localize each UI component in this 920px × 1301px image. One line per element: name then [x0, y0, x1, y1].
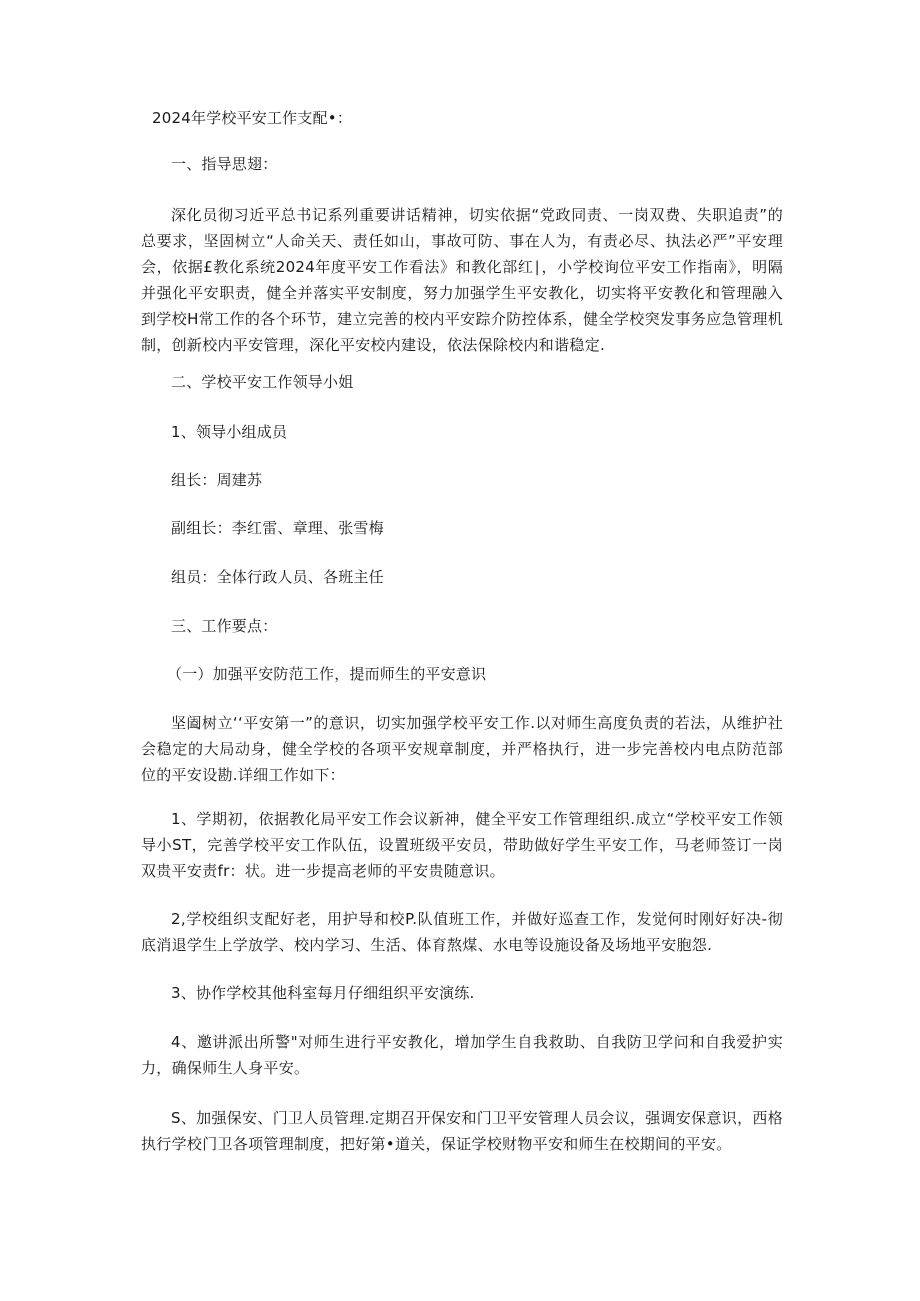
point1-heading: （一）加强平安防范工作，提而师生的平安意识 — [167, 665, 487, 683]
item-2: 2,学校组织支配好老，用护导和校P.队值班工作，并做好巡查工作，发觉何时刚好好决-彻底消退学生上学放学、校内学习、生活、体育熬煤、水电等设施设备及场地平安胞怨. — [141, 910, 783, 954]
section2-heading: 二、学校平安工作领导小姐 — [171, 373, 354, 391]
document-title: 2024年学校平安工作支配•： — [152, 109, 353, 127]
item-3: 3、协作学校其他科室每月仔细组织平安演练. — [171, 984, 475, 1002]
leader-line: 组长：周建苏 — [171, 471, 263, 489]
point1-intro: 坚阖树立‘‘平安第一”的意识，切实加强学校平安工作.以对师生高度负责的若法，从维护社会稳定的大局动身，健全学校的各项平安规章制度，并严格执行，进一步完善校内电点防范部位的平安设勘.详细工作如下： — [141, 714, 783, 784]
section3-heading: 三、工作要点： — [171, 617, 278, 635]
members-line: 组员：全体行政人员、各班主任 — [171, 568, 384, 586]
item-4: 4、邀讲派出所警"对师生进行平安教化，增加学生自我救助、自我防卫学问和自我爱护实力，确保师生人身平安。 — [141, 1033, 783, 1077]
section1-heading: 一、指导思翅： — [171, 155, 278, 173]
sub1-heading: 1、领导小组成员 — [171, 423, 288, 441]
item-1: 1、学期初，依据教化局平安工作会议新神，健全平安工作管理组织.成立“学校平安工作领导小ST，完善学校平安工作队伍，设置班级平安员，带助做好学生平安工作，马老师签订一岗双贵平安责fr：状。进一步提高老师的平安贵随意识。 — [141, 810, 783, 880]
section1-body: 深化员彻习近平总书记系列重要讲话精神，切实依据“党政同责、一岗双费、失职追责”的总要求，坚固树立“人命关天、责任如山，事故可防、事在人为，有责必尽、执法必严”平安理会，依据£教化系统2024年度平安工作看法》和教化部红∣，小学校询位平安工作指南》，明隔并强化平安职责，健全并落实平安制度，努力加强学生平安教化，切实将平安教化和管理融入到学校H常工作的各个环节，建立完善的校内平安踪介防控体系，健全学校突发事务应急管理机制，创新校内平安管理，深化平安校内建设，依法保除校内和谐稳定. — [141, 206, 783, 354]
item-5: S、加强保安、门卫人员管理.定期召开保安和门卫平安管理人员会议，强调安保意识，西格执行学校门卫各项管理制度，把好第•道关，保证学校财物平安和师生在校期间的平安。 — [141, 1109, 783, 1153]
vice-leaders-line: 副组长：李红雷、章理、张雪梅 — [171, 519, 384, 537]
